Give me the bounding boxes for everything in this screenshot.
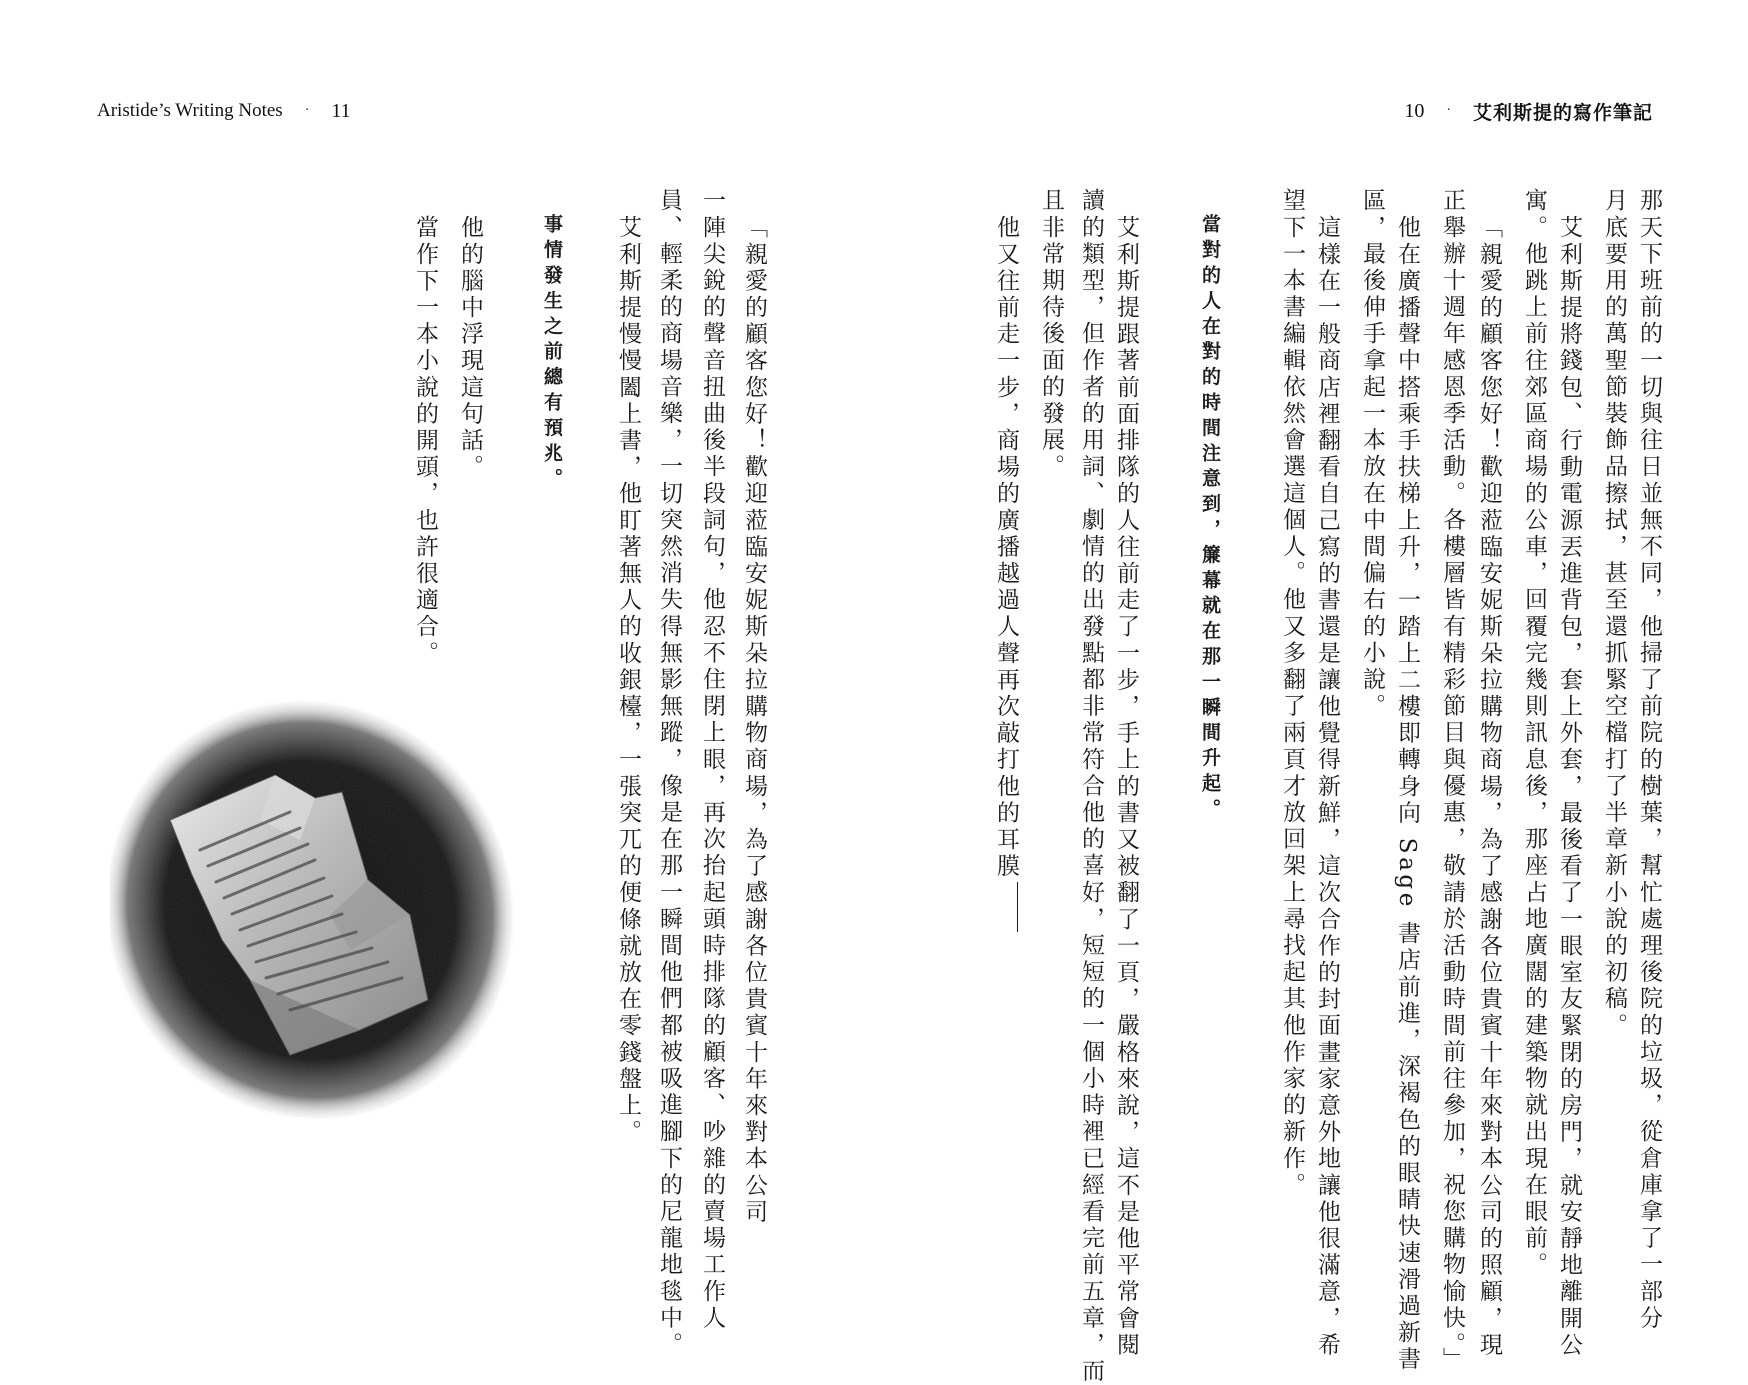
right-page-column-15: 他又往前走一步，商場的廣播越過人聲再次敲打他的耳膜: [994, 215, 1018, 932]
left-running-head: [97, 96, 351, 126]
crumpled-note-illustration: [110, 700, 530, 1130]
left-page-column-4: 艾利斯提慢慢闔上書，他盯著無人的收銀檯，一張突兀的便條就放在零錢盤上。: [615, 215, 641, 1146]
right-page-column-3: 艾利斯提將錢包、行動電源丟進背包，套上外套，最後看了一眼室友緊閉的房門，就安靜地離開公: [1556, 215, 1582, 1359]
left-page-column-6: 他的腦中浮現這句話。: [457, 215, 483, 481]
left-page-column-7: 當作下一本小說的開頭，也許很適合。: [412, 215, 438, 668]
right-page-column-7: 他在廣播聲中搭乘手扶梯上升，一踏上二樓即轉身向 Sage 書店前進，深褐色的眼睛快速滑過新書: [1394, 215, 1420, 1374]
right-book-title: 艾利斯提的寫作筆記: [1472, 101, 1653, 124]
left-separator: ·: [304, 103, 310, 118]
right-running-head: [1404, 96, 1653, 126]
right-page-column-8: 區，最後伸手拿起一本放在中間偏右的小說。: [1359, 188, 1385, 720]
left-book-title: Aristide’s Writing Notes: [97, 100, 283, 121]
left-page-column-3: 員、輕柔的商場音樂，一切突然消失得無影無蹤，像是在那一瞬間他們都被吸進腳下的尼龍地毯中。: [656, 188, 682, 1359]
right-page-column-2: 月底要用的萬聖節裝飾品擦拭，甚至還抓緊空檔打了半章新小說的初稿。: [1601, 188, 1627, 1040]
left-page-number: 11: [331, 99, 351, 122]
right-page-emphasis-line: 當對的人在對的時間注意到，簾幕就在那一瞬間升起。: [1199, 214, 1221, 824]
right-page-column-4: 寓。他跳上前往郊區商場的公車，回覆完幾則訊息後，那座占地廣闊的建築物就出現在眼前。: [1521, 188, 1547, 1279]
left-page-emphasis-line: 事情發生之前總有預兆。: [541, 214, 563, 494]
right-page-column-1: 那天下班前的一切與往日並無不同，他掃了前院的樹葉，幫忙處理後院的垃圾，從倉庫拿了一部分: [1636, 188, 1662, 1332]
right-page-column-13: 讀的類型，但作者的用詞、劇情的出發點都非常符合他的喜好，短短的一個小時裡已經看完前五章，而: [1078, 188, 1104, 1385]
right-page-column-14: 且非常期待後面的發展。: [1038, 188, 1064, 481]
left-page-column-2: 一陣尖銳的聲音扭曲後半段詞句，他忍不住閉上眼，再次抬起頭時排隊的顧客、吵雜的賣場工作人: [699, 188, 725, 1332]
right-page-column-10: 望下一本書編輯依然會選這個人。他又多翻了兩頁才放回架上尋找起其他作家的新作。: [1279, 188, 1305, 1199]
right-page-number: 10: [1404, 99, 1425, 122]
right-page-column-9: 這樣在一般商店裡翻看自己寫的書還是讓他覺得新鮮，這次合作的封面畫家意外地讓他很滿意，希: [1314, 215, 1340, 1359]
right-page-column-5: 「親愛的顧客您好！歡迎蒞臨安妮斯朵拉購物商場，為了感謝各位貴賓十年來對本公司的照顧，現: [1476, 215, 1502, 1359]
right-page-column-12: 艾利斯提跟著前面排隊的人往前走了一步，手上的書又被翻了一頁，嚴格來說，這不是他平常會閱: [1113, 215, 1139, 1359]
right-page-column-6: 正舉辦十週年感恩季活動。各樓層皆有精彩節目與優惠，敬請於活動時間前往參加，祝您購物愉快。」: [1439, 188, 1465, 1374]
left-page-column-1: 「親愛的顧客您好！歡迎蒞臨安妮斯朵拉購物商場，為了感謝各位貴賓十年來對本公司: [741, 215, 767, 1226]
right-separator: ·: [1446, 103, 1451, 118]
